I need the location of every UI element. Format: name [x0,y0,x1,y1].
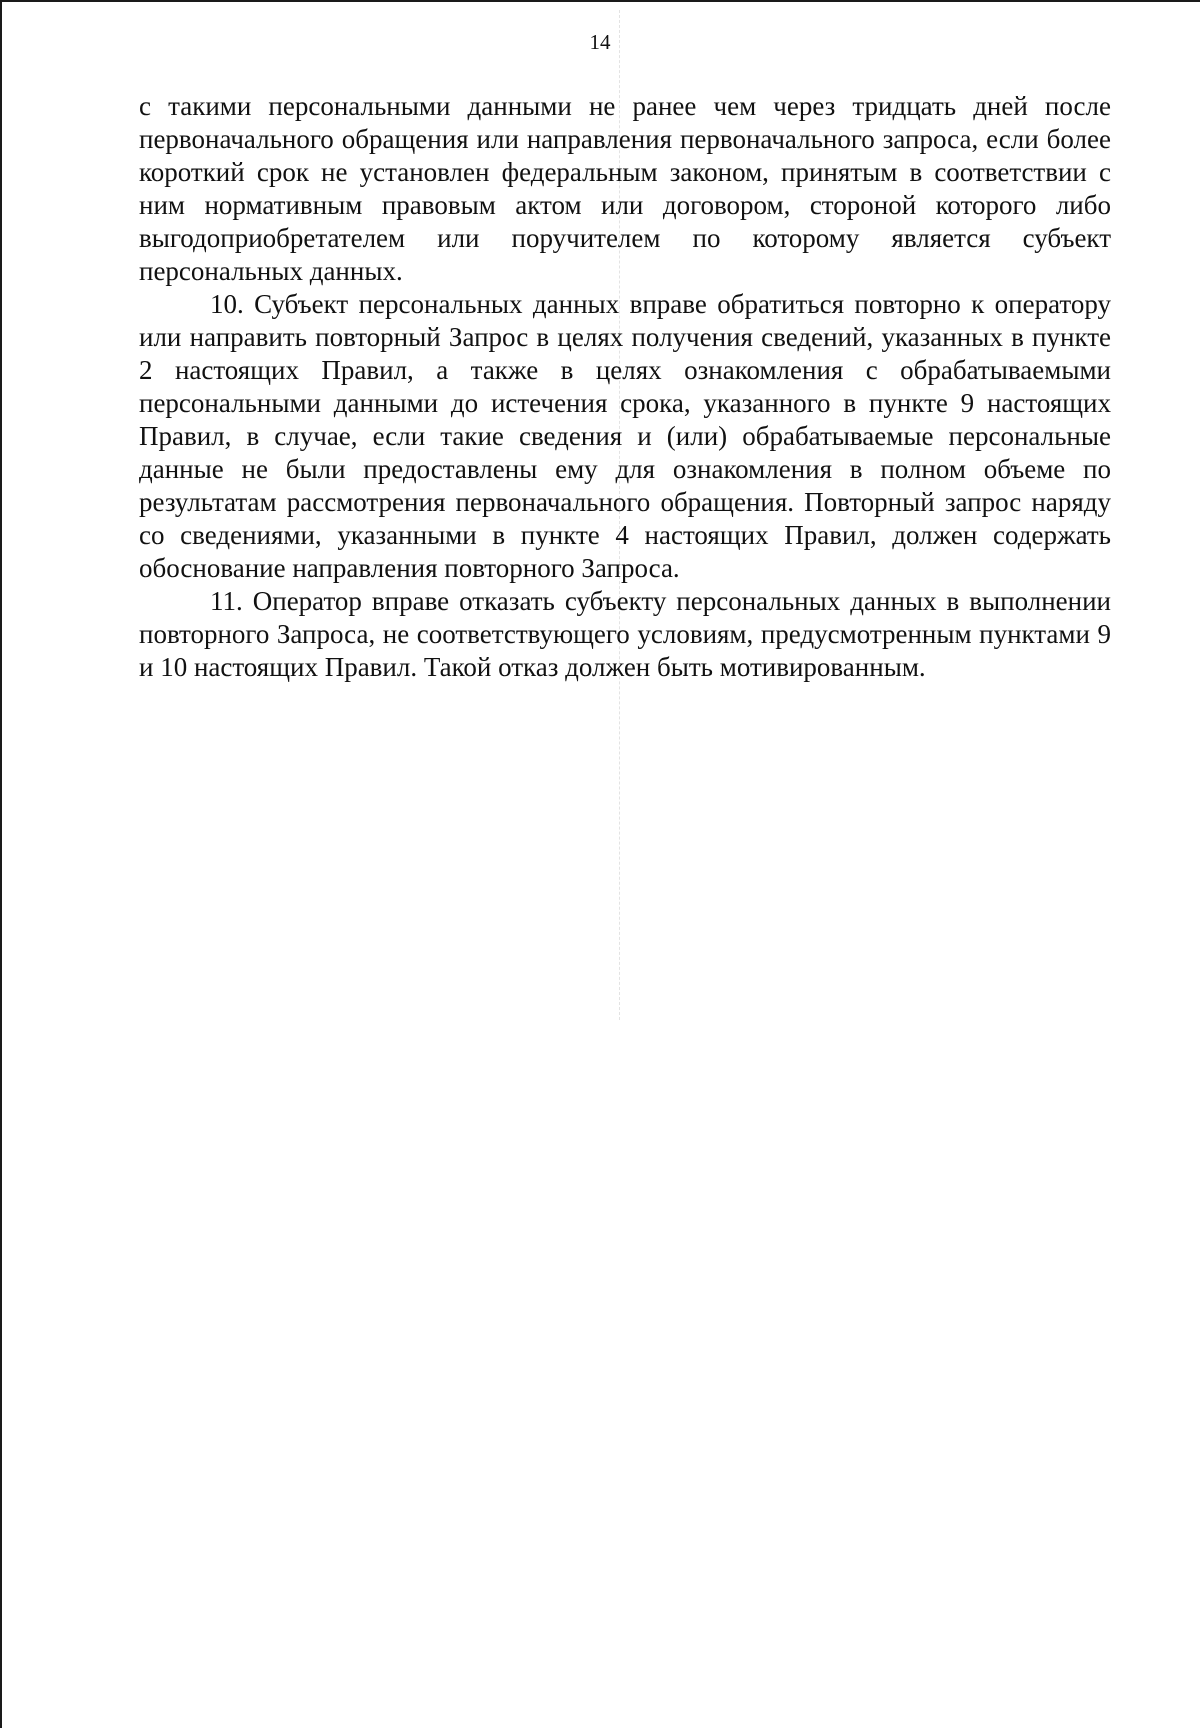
page-number: 14 [589,30,611,54]
document-body [139,90,1111,684]
paragraph-item-11: 11. Оператор вправе отказать субъекту персональных данных в выполнении повторного Запроса, не соответствующего условиям, предусмотренным пунктами 9 и 10 настоящих Правил. Такой отказ должен быть мотивированным. [139,586,1111,682]
paragraph-item-10: 10. Субъект персональных данных вправе обратиться повторно к оператору или направить повторный Запрос в целях получения сведений, указанных в пункте 2 настоящих Правил, а также в целях ознакомления с обрабатываемыми персональными данными до истечения срока, указанного в пункте 9 настоящих Правил, в случае, если такие сведения и (или) обрабатываемые персональные данные не были предоставлены ему для ознакомления в полном объеме по результатам рассмотрения первоначального обращения. Повторный запрос наряду со сведениями, указанными в пункте 4 настоящих Правил, должен содержать обоснование направления повторного Запроса. [139,289,1111,583]
scan-edge-top [0,0,1200,2]
scan-edge-left [0,0,2,1728]
paragraph-continuation: с такими персональными данными не ранее чем через тридцать дней после первоначального обращения или направления первоначального запроса, если более короткий срок не установлен федеральным законом, принятым в соответствии с ним нормативным правовым актом или договором, стороной которого либо выгодоприобретателем или поручителем по которому является субъект персональных данных. [139,91,1111,286]
